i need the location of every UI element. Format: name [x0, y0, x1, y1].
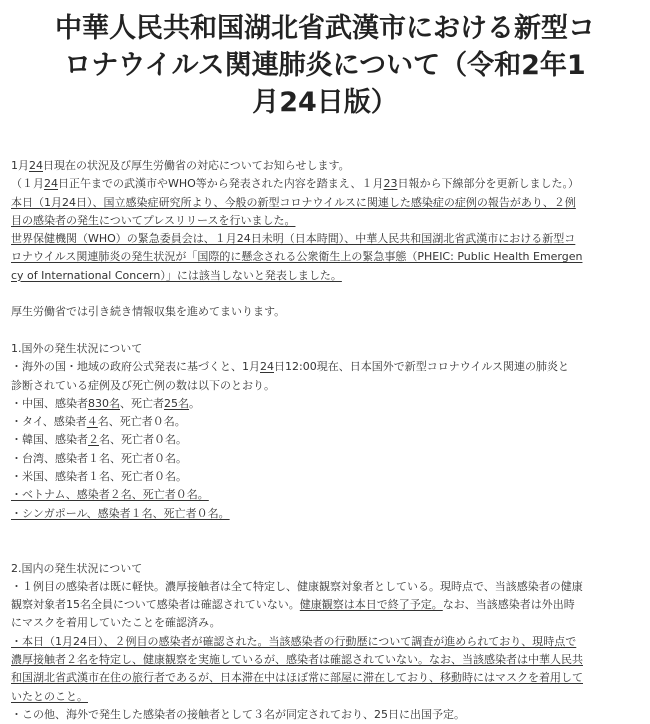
- updated-text: 830名: [88, 396, 120, 410]
- updated-text: 24: [44, 177, 58, 191]
- update-line: 世界保健機関（WHO）の緊急委員会は、１月24日未明（日本時間）、中華人民共和国湖北省武漢市における新型コ: [11, 232, 576, 246]
- update-line: cy of International Concern）」には該当しないと発表しました。: [11, 268, 342, 282]
- case-item-korea: ・韓国、感染者２名、死亡者０名。: [11, 433, 187, 447]
- section-heading: 2.国内の発生状況について: [11, 561, 143, 575]
- article-body: [11, 157, 641, 724]
- update-line: いたとのこと。: [11, 689, 88, 703]
- section-text: にマスクを着用していたことを確認済み。: [11, 616, 221, 630]
- update-line: 和国湖北省武漢市在住の旅行者であるが、日本滞在中はほぼ常に部屋に滞在しており、移動時にはマスクを着用して: [11, 671, 583, 685]
- intro-line: （１月24日正午までの武漢市やWHO等から発表された内容を踏まえ、１月23日報から下線部分を更新しました。）: [11, 177, 579, 191]
- updated-text: 23: [383, 177, 398, 191]
- section-text: ・海外の国・地域の政府公式発表に基づくと、1月24日12:00現在、日本国外で新型コロナウイルス関連の肺炎と: [11, 360, 570, 374]
- update-line: 目の感染者の発生についてプレスリリースを行いました。: [11, 213, 296, 227]
- intro-line: 厚生労働省では引き続き情報収集を進めてまいります。: [11, 305, 286, 319]
- case-item-vietnam: ・ベトナム、感染者２名、死亡者０名。: [11, 488, 209, 502]
- case-item-thailand: ・タイ、感染者４名、死亡者０名。: [11, 415, 186, 429]
- section-text: 観察対象者15名全員について感染者は確認されていない。健康観察は本日で終了予定。なお、当該感染者は外出時: [11, 598, 575, 612]
- section-text: ・１例目の感染者は既に軽快。濃厚接触者は全て特定し、健康観察対象者としている。現時点で、当該感染者の健康: [11, 579, 583, 593]
- update-line: 濃厚接触者２名を特定し、健康観察を実施しているが、感染者は確認されていない。なお、当該感染者は中華人民共: [11, 653, 583, 667]
- case-item-usa: ・米国、感染者１名、死亡者０名。: [11, 470, 187, 484]
- section-text: 診断されている症例及び死亡例の数は以下のとおり。: [11, 378, 275, 392]
- case-item-china: ・中国、感染者830名、死亡者25名。: [11, 396, 200, 410]
- section-heading: 1.国外の発生状況について: [11, 341, 143, 355]
- intro-line: 1月24日現在の状況及び厚生労働省の対応についてお知らせします。: [11, 159, 350, 172]
- case-item-taiwan: ・台湾、感染者１名、死亡者０名。: [11, 451, 187, 465]
- section-text: ・この他、海外で発生した感染者の接触者として３名が同定されており、25日に出国予定。: [11, 707, 465, 721]
- page-title-line: 月24日版）: [252, 87, 398, 118]
- update-line: 本日（1月24日）、国立感染症研究所より、今般の新型コロナウイルスに関連した感染症の症例の報告があり、２例: [11, 195, 576, 209]
- page-title-line: ロナウイルス関連肺炎について（令和2年1: [64, 50, 586, 81]
- update-line: ・本日（1月24日）、２例目の感染者が確認された。当該感染者の行動歴について調査が進められており、現時点で: [11, 634, 577, 648]
- updated-text: 25名: [164, 396, 189, 410]
- update-line: ロナウイルス関連肺炎の発生状況が「国際的に懸念される公衆衛生上の緊急事態（PHEIC: Public Health Emergen: [11, 250, 583, 264]
- updated-text: ４: [86, 415, 98, 429]
- updated-text: 健康観察は本日で終了予定。: [299, 598, 443, 612]
- page-title: [10, 10, 640, 121]
- case-item-singapore: ・シンガポール、感染者１名、死亡者０名。: [11, 506, 230, 520]
- page-title-line: 中華人民共和国湖北省武漢市における新型コ: [55, 13, 595, 44]
- updated-text: 24: [260, 360, 274, 374]
- updated-text: ２: [88, 433, 99, 447]
- updated-text: 24: [29, 159, 43, 172]
